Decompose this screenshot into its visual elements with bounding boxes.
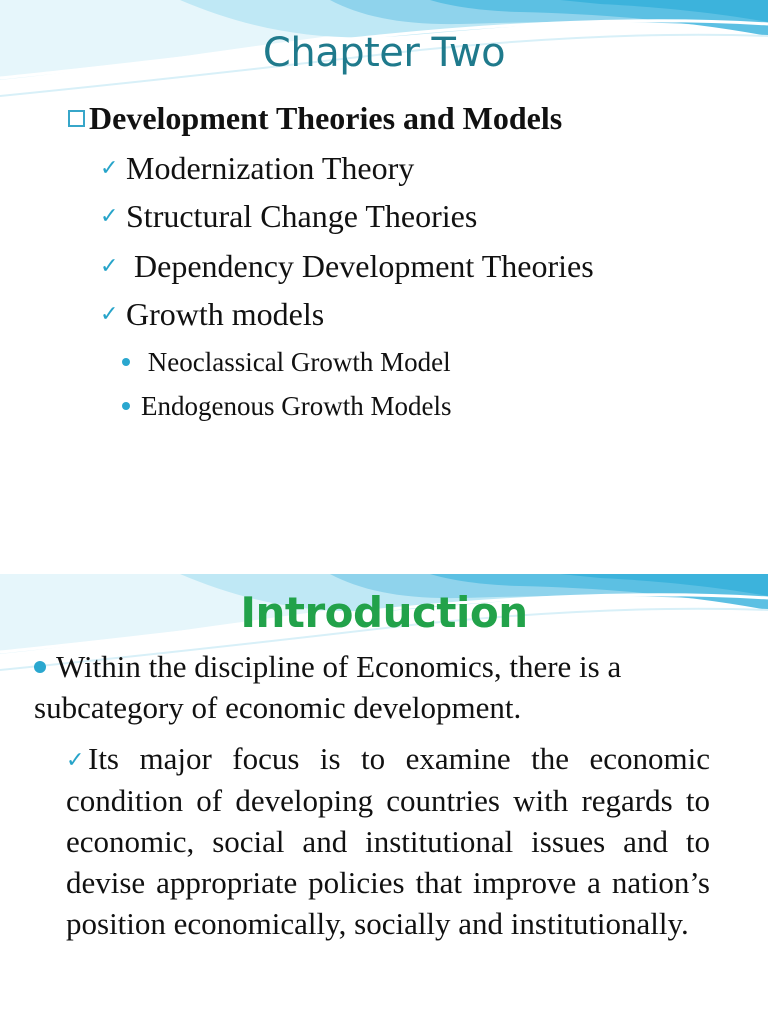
sub-list-item [122,347,451,378]
list-item [100,248,594,285]
list-item [100,296,324,333]
slide-title: Introduction [240,588,528,637]
checkmark-icon: ✓ [100,301,119,326]
list-item-text: Structural Change Theories [126,198,478,234]
section-heading [68,100,562,137]
sub-list-item [122,391,451,422]
checkmark-icon: ✓ [100,155,119,180]
slide-title: Chapter Two [262,30,506,76]
list-item-text: Modernization Theory [126,150,415,186]
round-bullet-icon [122,402,130,410]
intro-bullet-text: Within the discipline of Economics, there is a subcategory of economic development. [34,649,622,725]
slide-introduction [0,574,768,1024]
checkmark-icon: ✓ [100,253,119,278]
list-item-text: Growth models [126,296,325,332]
intro-bullet [34,646,734,728]
list-item [100,150,414,187]
checkmark-icon: ✓ [100,203,119,228]
sub-list-item-text: Endogenous Growth Models [141,391,452,421]
list-item [100,198,477,235]
checkmark-icon: ✓ [66,747,85,772]
intro-check-text: Its major focus is to examine the economic condition of developing countries with regards to economic, social and institutional issues and to devise appropriate policies that improve a nation’s position economically, socially and institutionally. [66,741,710,941]
intro-check-paragraph [66,738,710,944]
hollow-square-bullet-icon [68,110,85,127]
list-item-text: Dependency Development Theories [126,248,594,284]
round-bullet-icon [122,358,130,366]
round-bullet-icon [34,661,46,673]
sub-list-item-text: Neoclassical Growth Model [141,347,451,377]
section-heading-text: Development Theories and Models [89,100,563,136]
